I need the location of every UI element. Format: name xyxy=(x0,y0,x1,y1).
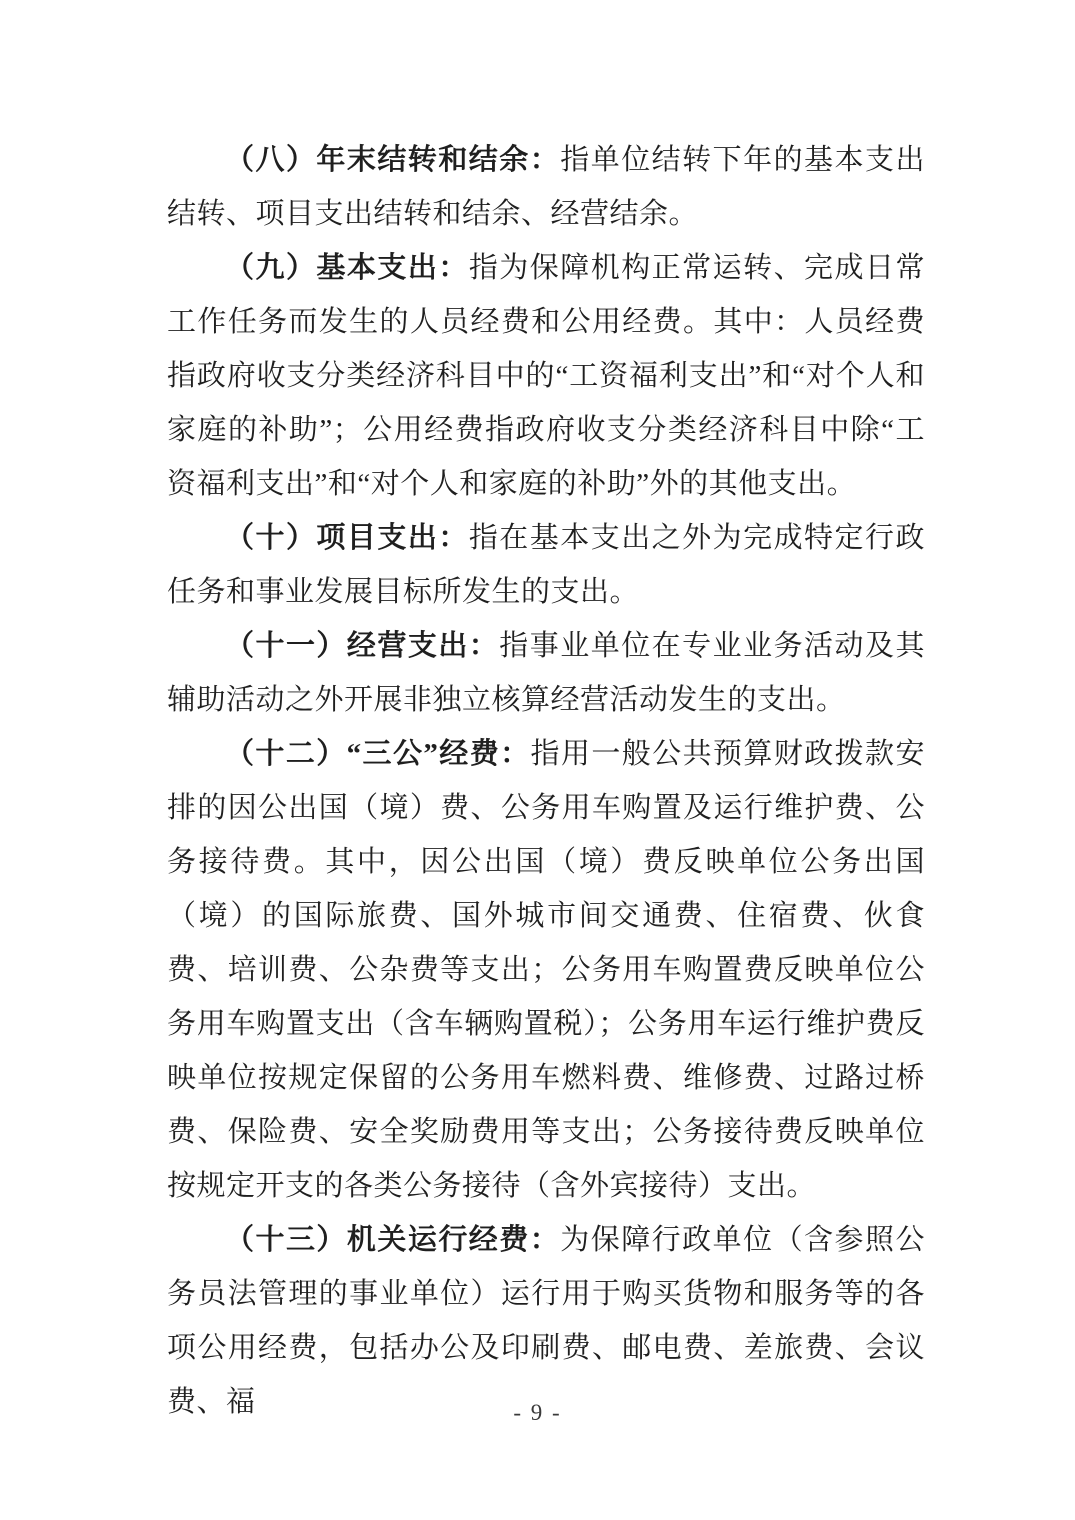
paragraph-item-8 xyxy=(167,133,925,241)
paragraph-10-label: （十）项目支出： xyxy=(225,522,469,554)
paragraph-11-body: 指事业单位在专业业务活动及其辅助活动之外开展非独立核算经营活动发生的支出。 xyxy=(167,630,925,716)
paragraph-item-11 xyxy=(167,619,925,727)
paragraph-13-label: （十三）机关运行经费： xyxy=(225,1224,561,1256)
paragraph-item-9 xyxy=(167,241,925,511)
paragraph-12-label: （十二）“三公”经费： xyxy=(225,738,531,770)
paragraph-9-label: （九）基本支出： xyxy=(225,252,469,284)
paragraph-9-body: 指为保障机构正常运转、完成日常工作任务而发生的人员经费和公用经费。其中：人员经费指政府收支分类经济科目中的“工资福利支出”和“对个人和家庭的补助”；公用经费指政府收支分类经济科目中除“工资福利支出”和“对个人和家庭的补助”外的其他支出。 xyxy=(167,252,925,500)
paragraph-12-body: 指用一般公共预算财政拨款安排的因公出国（境）费、公务用车购置及运行维护费、公务接待费。其中，因公出国（境）费反映单位公务出国（境）的国际旅费、国外城市间交通费、住宿费、伙食费、培训费、公杂费等支出；公务用车购置费反映单位公务用车购置支出（含车辆购置税）；公务用车运行维护费反映单位按规定保留的公务用车燃料费、维修费、过路过桥费、保险费、安全奖励费用等支出；公务接待费反映单位按规定开支的各类公务接待（含外宾接待）支出。 xyxy=(167,738,925,1202)
paragraph-item-12 xyxy=(167,727,925,1213)
paragraph-11-label: （十一）经营支出： xyxy=(225,630,500,662)
paragraph-8-body: 指单位结转下年的基本支出结转、项目支出结转和结余、经营结余。 xyxy=(167,144,925,230)
paragraph-13-body: 为保障行政单位（含参照公务员法管理的事业单位）运行用于购买货物和服务等的各项公用经费，包括办公及印刷费、邮电费、差旅费、会议费、福 xyxy=(167,1224,925,1418)
paragraph-8-label: （八）年末结转和结余： xyxy=(225,144,561,176)
paragraph-10-body: 指在基本支出之外为完成特定行政任务和事业发展目标所发生的支出。 xyxy=(167,522,925,608)
page-number: - 9 - xyxy=(513,1400,562,1425)
paragraph-item-13 xyxy=(167,1213,925,1429)
document-text-block xyxy=(167,133,925,1429)
paragraph-item-10 xyxy=(167,511,925,619)
